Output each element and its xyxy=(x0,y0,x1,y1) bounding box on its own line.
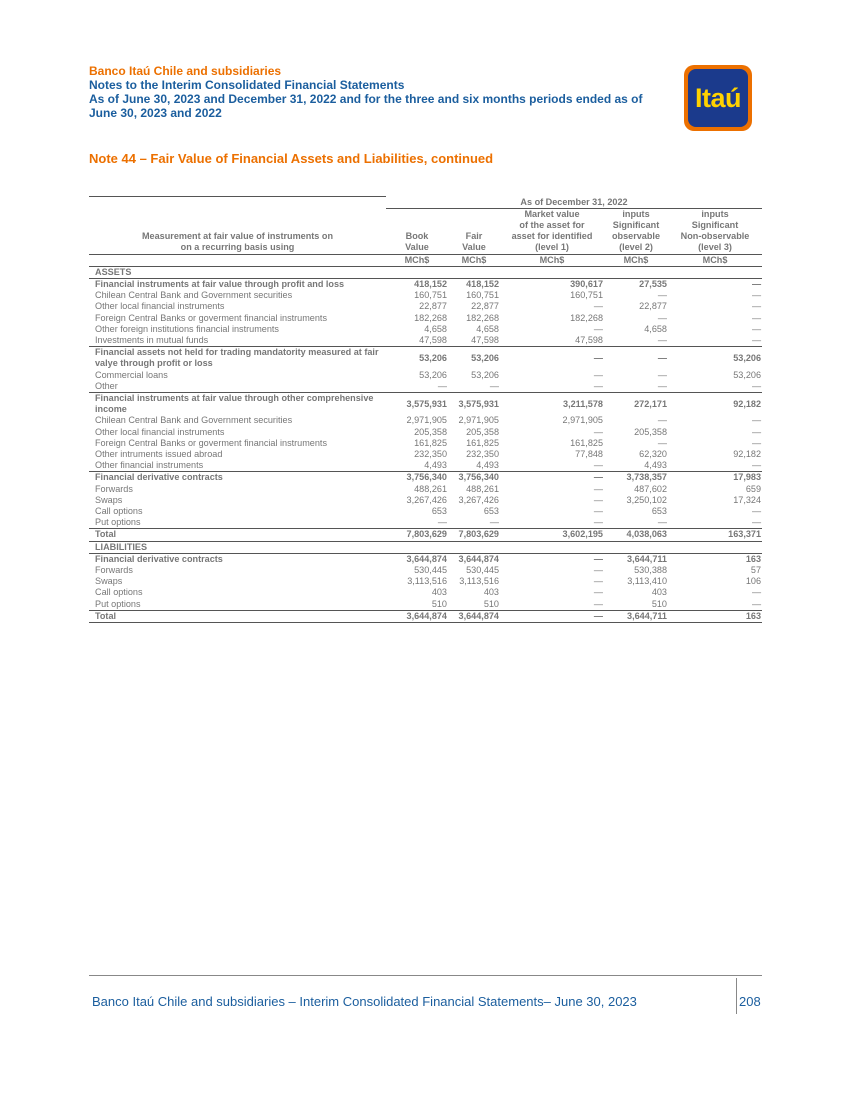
level3-cell: 57 xyxy=(750,565,762,575)
level1-cell: 47,598 xyxy=(500,335,604,347)
level1-cell: — xyxy=(593,505,603,516)
fair-value-cell: 160,751 xyxy=(466,290,499,301)
level3-cell: — xyxy=(668,460,762,472)
fair-value-cell: — xyxy=(489,517,499,528)
table-row xyxy=(89,587,762,598)
level1-header-line3: asset for identified xyxy=(511,231,593,242)
level2-cell: 530,388 xyxy=(634,565,667,575)
level1-cell: 3,602,195 xyxy=(500,529,604,541)
level2-header xyxy=(604,208,668,254)
fair-value-cell: 510 xyxy=(483,598,499,609)
level1-cell: — xyxy=(593,517,603,528)
level2-cell: 205,358 xyxy=(634,426,667,437)
level3-cell: 163,371 xyxy=(668,529,762,541)
book-value-header-line2: Value xyxy=(405,242,429,253)
level2-cell: — xyxy=(657,290,667,301)
level3-cell: — xyxy=(751,505,762,516)
level1-cell: 160,751 xyxy=(570,290,603,301)
level2-cell: 3,738,357 xyxy=(626,472,667,483)
itau-logo-text: Itaú xyxy=(694,82,741,113)
book-value-cell: 653 xyxy=(431,505,447,516)
level1-cell: — xyxy=(500,610,604,622)
row-label: Other financial instruments xyxy=(89,460,386,472)
level3-header-line1: inputs xyxy=(701,208,729,219)
table-row xyxy=(89,472,762,484)
row-label: Investments in mutual funds xyxy=(89,335,386,347)
level2-cell: — xyxy=(657,415,667,426)
row-label: Other local financial instruments xyxy=(95,301,225,312)
level2-header-line1: inputs xyxy=(622,208,650,219)
period-header: As of December 31, 2022 xyxy=(386,197,762,209)
table-row xyxy=(89,324,762,335)
header-line-3: As of June 30, 2023 and December 31, 2022 and for the three and six months periods ended as of xyxy=(89,92,643,106)
level1-cell: — xyxy=(593,472,603,483)
book-value-header xyxy=(386,208,448,254)
book-value-cell: 403 xyxy=(431,587,447,598)
level2-cell: — xyxy=(657,369,667,380)
level2-cell: 3,644,711 xyxy=(604,610,668,622)
level1-cell: 3,211,578 xyxy=(563,398,603,409)
row-label: Chilean Central Bank and Government securities xyxy=(95,415,293,426)
book-value-cell: 3,575,931 xyxy=(406,398,447,409)
book-value-cell: 53,206 xyxy=(419,369,447,380)
book-value-cell: 205,358 xyxy=(414,426,447,437)
unit-level3: MCh$ xyxy=(668,254,762,266)
row-label: Call options xyxy=(95,505,143,516)
fair-value-cell: 232,350 xyxy=(466,448,499,459)
book-value-cell: 2,971,905 xyxy=(406,415,447,426)
level3-cell: — xyxy=(751,278,762,289)
level3-cell: 163 xyxy=(745,553,762,564)
level3-cell: — xyxy=(751,426,762,437)
level3-cell: — xyxy=(751,415,762,426)
row-label: Total xyxy=(89,529,386,541)
book-value-cell: 530,445 xyxy=(414,565,447,575)
level2-cell: — xyxy=(604,335,668,347)
level2-cell: 487,602 xyxy=(634,483,667,494)
level3-cell: — xyxy=(751,301,762,312)
level3-header-line3: Non-observable xyxy=(680,231,750,242)
level3-cell: 53,206 xyxy=(733,369,762,380)
row-label: Other foreign institutions financial instruments xyxy=(95,323,279,334)
measurement-header-line2: on a recurring basis using xyxy=(180,242,295,253)
row-label: Total xyxy=(89,610,386,622)
row-label: Forwards xyxy=(95,565,133,575)
fair-value-cell: 3,644,874 xyxy=(458,553,499,564)
level1-cell: 390,617 xyxy=(570,278,603,289)
level1-cell: — xyxy=(593,553,603,564)
unit-book: MCh$ xyxy=(386,254,448,266)
level2-cell: 4,038,063 xyxy=(604,529,668,541)
fair-value-cell: 530,445 xyxy=(466,565,499,575)
level3-cell: 17,983 xyxy=(733,472,762,483)
unit-fair: MCh$ xyxy=(448,254,500,266)
book-value-cell: 3,267,426 xyxy=(406,494,447,505)
assets-label: ASSETS xyxy=(89,266,762,278)
level1-cell: — xyxy=(593,426,603,437)
level3-cell: 53,206 xyxy=(733,352,762,363)
header-line-4: June 30, 2023 and 2022 xyxy=(89,106,222,120)
document-header xyxy=(89,64,669,120)
units-row xyxy=(89,254,762,266)
level3-cell: — xyxy=(751,290,762,301)
table-row xyxy=(89,576,762,587)
fair-value-cell: 2,971,905 xyxy=(458,415,499,426)
table-row xyxy=(89,599,762,611)
fair-value-table xyxy=(89,196,762,623)
level3-cell: — xyxy=(751,437,762,448)
level3-cell: — xyxy=(751,312,762,323)
table-row xyxy=(89,392,762,415)
level2-header-line2: Significant xyxy=(612,219,660,230)
level2-cell: 27,535 xyxy=(639,278,667,289)
fair-value-header xyxy=(448,208,500,254)
book-value-cell: 3,756,340 xyxy=(406,472,447,483)
units-blank xyxy=(89,254,386,266)
table-row xyxy=(89,427,762,438)
fair-value-cell: 22,877 xyxy=(471,301,499,312)
row-label: Chilean Central Bank and Government securities xyxy=(95,290,293,301)
level2-cell: — xyxy=(657,517,667,528)
level3-cell: 17,324 xyxy=(733,494,762,505)
row-label: Financial derivative contracts xyxy=(95,472,223,483)
row-label: Put options xyxy=(95,598,141,609)
table-row xyxy=(89,290,762,301)
level2-cell: — xyxy=(657,437,667,448)
footer-page-divider xyxy=(736,978,737,1014)
measurement-header xyxy=(89,208,386,254)
table-row xyxy=(89,313,762,324)
book-value-cell: 3,644,874 xyxy=(406,553,447,564)
fair-value-cell: 488,261 xyxy=(466,483,499,494)
book-value-cell: 3,644,874 xyxy=(386,610,448,622)
book-value-cell: — xyxy=(386,381,448,393)
fair-value-header-line2: Value xyxy=(462,242,486,253)
fair-value-cell: — xyxy=(448,381,500,393)
fair-value-cell: 182,268 xyxy=(466,312,499,323)
level3-cell: — xyxy=(668,381,762,393)
fair-value-cell: 47,598 xyxy=(448,335,500,347)
table-row xyxy=(89,484,762,495)
fair-value-cell: 53,206 xyxy=(471,352,499,363)
fair-value-cell: 4,493 xyxy=(448,460,500,472)
book-value-cell: 160,751 xyxy=(414,290,447,301)
book-value-cell: 182,268 xyxy=(414,312,447,323)
level2-cell: — xyxy=(604,381,668,393)
row-label: Call options xyxy=(95,587,143,598)
fair-value-cell: 653 xyxy=(483,505,499,516)
fair-value-cell: 403 xyxy=(483,587,499,598)
table-row xyxy=(89,517,762,529)
table-row xyxy=(89,553,762,565)
level2-cell: 3,250,102 xyxy=(626,494,667,505)
book-value-cell: 47,598 xyxy=(386,335,448,347)
row-label: Forwards xyxy=(95,483,133,494)
level1-cell: — xyxy=(593,598,603,609)
level1-cell: — xyxy=(593,494,603,505)
level2-cell: 4,658 xyxy=(644,323,667,334)
table-row xyxy=(89,381,762,393)
liabilities-section-row xyxy=(89,541,762,553)
table-row xyxy=(89,565,762,576)
level1-header-line2: of the asset for xyxy=(519,219,585,230)
table-row xyxy=(89,301,762,312)
column-header-row xyxy=(89,208,762,254)
level2-cell: 510 xyxy=(651,598,667,609)
fair-value-cell: 3,267,426 xyxy=(458,494,499,505)
liabilities-label: LIABILITIES xyxy=(89,541,762,553)
fair-value-cell: 205,358 xyxy=(466,426,499,437)
table-row xyxy=(89,415,762,426)
level3-header-line2: Significant xyxy=(691,219,739,230)
level2-cell: 4,493 xyxy=(604,460,668,472)
table-row xyxy=(89,347,762,370)
level3-cell: 163 xyxy=(668,610,762,622)
level1-header-line1: Market value xyxy=(524,208,580,219)
row-label: Financial instruments at fair value through other comprehensive income xyxy=(95,392,374,415)
footer-divider xyxy=(89,975,762,976)
table-row xyxy=(89,495,762,506)
level2-cell: 62,320 xyxy=(639,448,667,459)
level3-cell: 92,182 xyxy=(733,448,762,459)
book-value-cell: 4,658 xyxy=(424,323,447,334)
level3-cell: 659 xyxy=(745,483,762,494)
itau-logo xyxy=(684,65,752,131)
level1-cell: — xyxy=(593,565,603,575)
level3-cell: — xyxy=(751,323,762,334)
level2-cell: 653 xyxy=(651,505,667,516)
level3-header-line4: (level 3) xyxy=(698,242,732,253)
row-label: Other intruments issued abroad xyxy=(95,448,223,459)
level2-cell: — xyxy=(657,352,667,363)
book-value-cell: 510 xyxy=(431,598,447,609)
fair-value-cell: 3,113,516 xyxy=(459,576,499,587)
table-row xyxy=(89,438,762,449)
level2-cell: 3,644,711 xyxy=(627,553,667,564)
level1-cell: — xyxy=(593,369,603,380)
footer-text: Banco Itaú Chile and subsidiaries – Interim Consolidated Financial Statements– June 30, 2023 xyxy=(92,994,637,1009)
book-value-cell: — xyxy=(437,517,447,528)
fair-value-cell: 3,644,874 xyxy=(448,610,500,622)
level1-cell: — xyxy=(593,352,603,363)
book-value-cell: 232,350 xyxy=(414,448,447,459)
level2-header-line4: (level 2) xyxy=(619,242,653,253)
row-label: Put options xyxy=(95,517,141,528)
level2-header-line3: observable xyxy=(611,231,661,242)
row-label: Swaps xyxy=(95,576,123,587)
level1-cell: — xyxy=(500,381,604,393)
itau-logo-inner xyxy=(688,69,748,127)
book-value-cell: 7,803,629 xyxy=(386,529,448,541)
book-value-cell: 3,113,516 xyxy=(407,576,447,587)
book-value-cell: 4,493 xyxy=(386,460,448,472)
row-label: Swaps xyxy=(95,494,123,505)
level1-cell: 77,848 xyxy=(575,448,603,459)
level1-cell: 182,268 xyxy=(570,312,603,323)
level2-cell: 272,171 xyxy=(634,398,667,409)
table-row xyxy=(89,370,762,381)
table-row xyxy=(89,335,762,347)
row-label: Other local financial instruments xyxy=(95,426,225,437)
table-row xyxy=(89,506,762,517)
measurement-header-line1: Measurement at fair value of instruments on xyxy=(141,231,333,242)
level1-cell: — xyxy=(593,323,603,334)
level1-header-line4: (level 1) xyxy=(535,242,569,253)
note-title: Note 44 – Fair Value of Financial Assets and Liabilities, continued xyxy=(89,151,494,166)
level1-cell: 161,825 xyxy=(570,437,603,448)
fair-value-cell: 7,803,629 xyxy=(448,529,500,541)
row-label: Financial derivative contracts xyxy=(95,553,223,564)
book-value-cell: 488,261 xyxy=(414,483,447,494)
fair-value-cell: 53,206 xyxy=(471,369,499,380)
table-row xyxy=(89,449,762,460)
table-row xyxy=(89,278,762,290)
fair-value-cell: 418,152 xyxy=(466,278,499,289)
level1-cell: 2,971,905 xyxy=(562,415,603,426)
level2-cell: — xyxy=(657,312,667,323)
header-line-2: Notes to the Interim Consolidated Financial Statements xyxy=(89,78,405,92)
book-value-cell: 22,877 xyxy=(419,301,447,312)
level1-cell: — xyxy=(500,460,604,472)
unit-level2: MCh$ xyxy=(604,254,668,266)
level2-cell: 22,877 xyxy=(639,301,667,312)
page-number: 208 xyxy=(739,994,761,1009)
book-value-cell: 161,825 xyxy=(414,437,447,448)
row-label: Foreign Central Banks or goverment financial instruments xyxy=(95,437,327,448)
level3-cell: — xyxy=(751,517,762,528)
level1-cell: — xyxy=(593,576,603,587)
level2-cell: 403 xyxy=(651,587,667,598)
level3-cell: 106 xyxy=(745,576,762,587)
fair-value-cell: 161,825 xyxy=(466,437,499,448)
row-label: Commercial loans xyxy=(95,369,168,380)
book-value-header-line1: Book xyxy=(405,231,429,242)
level2-cell: 3,113,410 xyxy=(627,576,667,587)
book-value-cell: 418,152 xyxy=(414,278,447,289)
level1-cell: — xyxy=(593,301,603,312)
row-label: Financial instruments at fair value through profit and loss xyxy=(95,278,345,289)
level1-header xyxy=(500,208,604,254)
level1-cell: — xyxy=(593,483,603,494)
company-name: Banco Itaú Chile and subsidiaries xyxy=(89,64,282,78)
level3-cell: — xyxy=(668,335,762,347)
fair-value-cell: 3,756,340 xyxy=(458,472,499,483)
unit-level1: MCh$ xyxy=(500,254,604,266)
level1-cell: — xyxy=(593,587,603,598)
level3-cell: — xyxy=(751,598,762,609)
fair-value-cell: 4,658 xyxy=(476,323,499,334)
level3-cell: 92,182 xyxy=(733,398,762,409)
level3-header xyxy=(668,208,762,254)
level3-cell: — xyxy=(751,587,762,598)
row-label: Financial assets not held for trading mandatority measured at fair valye through profit or loss xyxy=(95,347,379,369)
book-value-cell: 53,206 xyxy=(419,352,447,363)
fair-value-cell: 3,575,931 xyxy=(458,398,499,409)
liabilities-total-row xyxy=(89,610,762,622)
fair-value-header-line1: Fair xyxy=(465,231,483,242)
assets-section-row xyxy=(89,266,762,278)
table-top-row xyxy=(89,197,762,209)
row-label: Foreign Central Banks or goverment financial instruments xyxy=(95,312,327,323)
assets-total-row xyxy=(89,529,762,541)
row-label: Other xyxy=(89,381,386,393)
table-row xyxy=(89,460,762,472)
